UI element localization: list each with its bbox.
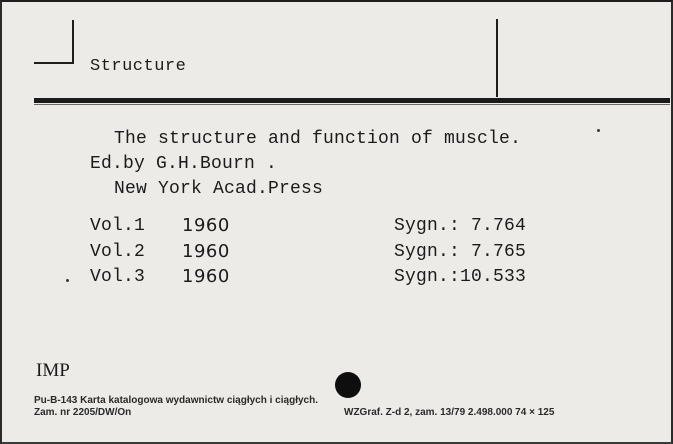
- ink-speck: [597, 129, 600, 132]
- entry-title-line: The structure and function of muscle.: [114, 129, 522, 149]
- entry-editor-line: Ed.by G.H.Bourn .: [90, 154, 278, 174]
- footer-print-line-1: Pu-B-143 Karta katalogowa wydawnictw ciągłych i ciągłych.: [34, 395, 318, 406]
- volume-year: 1960: [182, 241, 230, 262]
- corner-mark-vertical: [72, 20, 74, 64]
- header-rule-thin: [34, 104, 670, 105]
- volume-signature: Sygn.:10.533: [394, 267, 527, 287]
- header-rule: [34, 98, 670, 103]
- card-heading: Structure: [90, 57, 187, 76]
- volume-year: 1960: [182, 266, 230, 287]
- volume-label: Vol.2: [90, 242, 146, 262]
- entry-publisher-line: New York Acad.Press: [114, 179, 324, 199]
- footer-print-line-2-left: Zam. nr 2205/DW/On: [34, 407, 132, 418]
- imp-stamp: IMP: [36, 360, 70, 381]
- volume-label: Vol.3: [90, 267, 146, 287]
- volume-signature: Sygn.: 7.765: [394, 242, 527, 262]
- footer-print-line-2-right: WZGraf. Z-d 2, zam. 13/79 2.498.000 74 × 125: [344, 407, 555, 418]
- volume-label: Vol.1: [90, 216, 146, 236]
- punch-hole: [335, 372, 361, 398]
- volume-signature: Sygn.: 7.764: [394, 216, 527, 236]
- volume-year: 1960: [182, 215, 230, 236]
- ink-speck: [66, 279, 69, 282]
- header-divider: [496, 19, 498, 97]
- corner-mark-horizontal: [34, 62, 74, 64]
